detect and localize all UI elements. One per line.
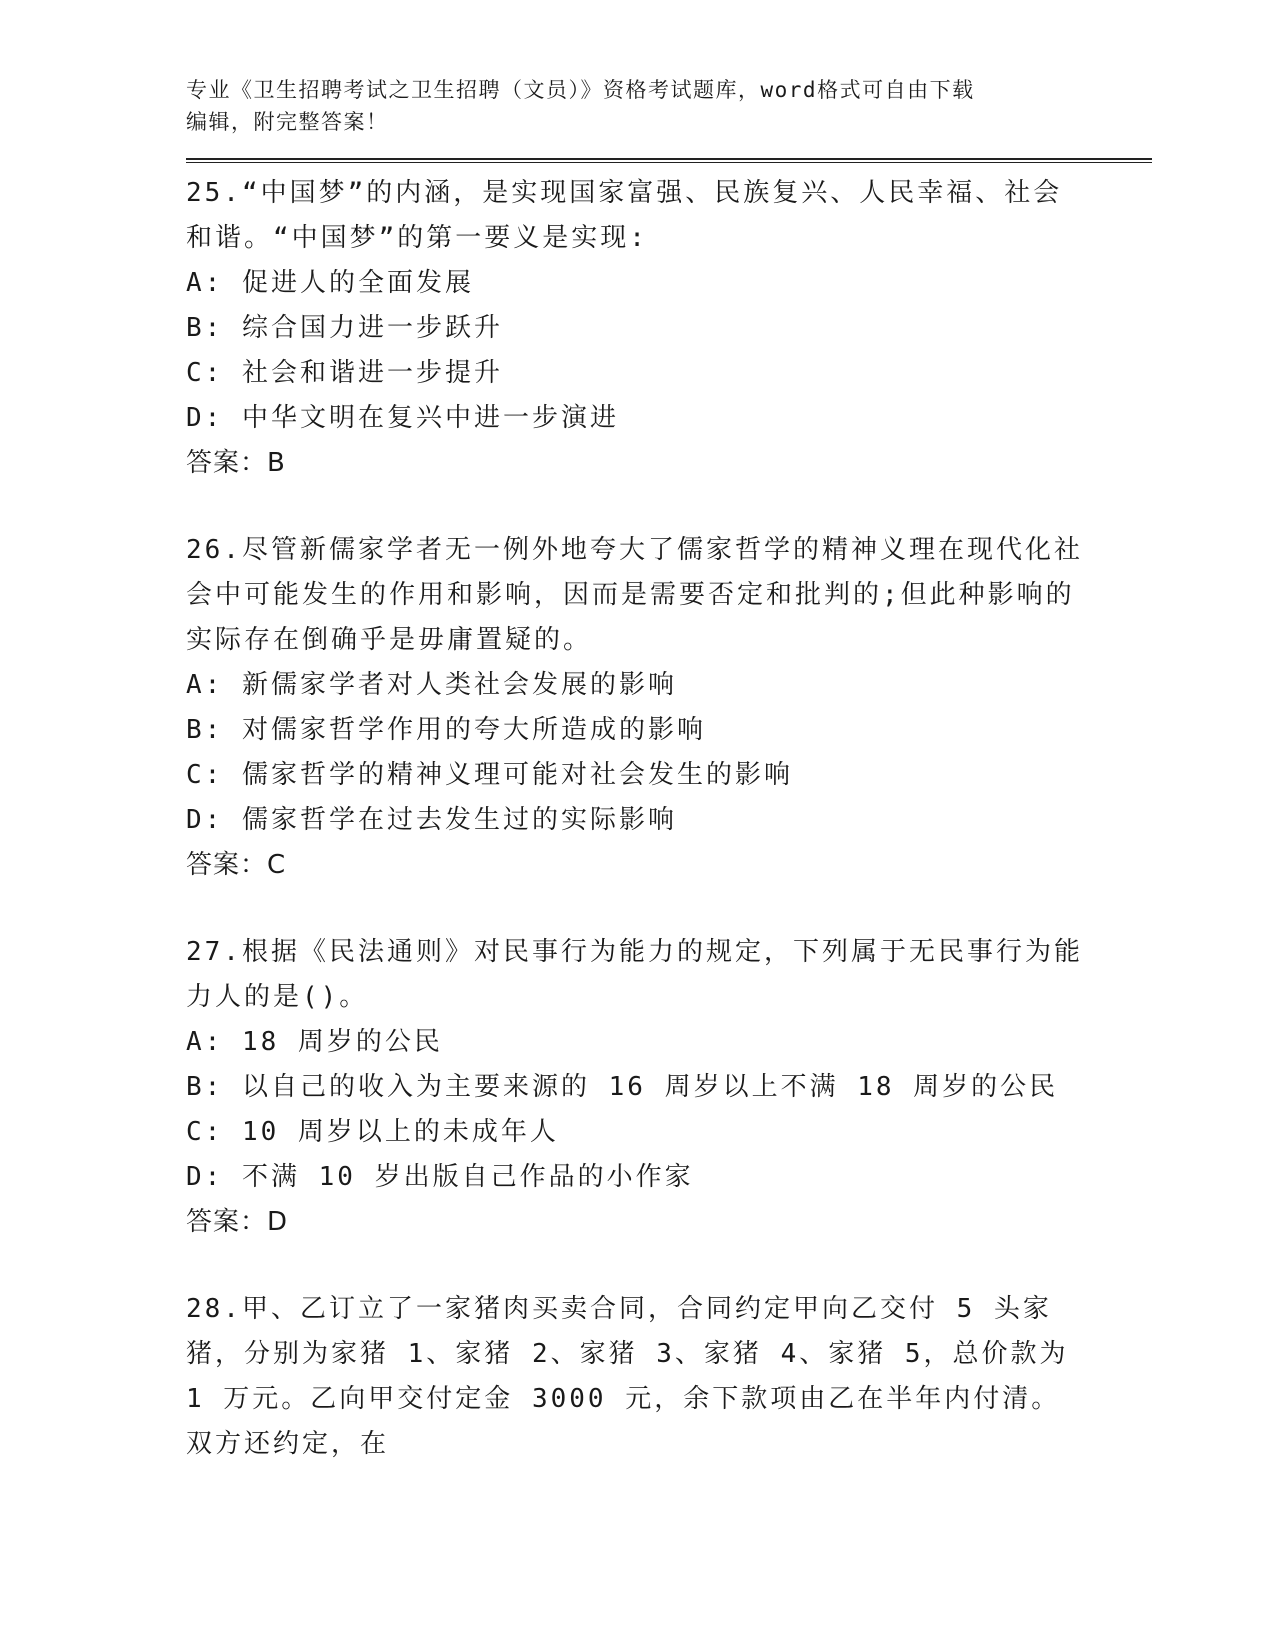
option-d: D: 不满 10 岁出版自己作品的小作家 — [186, 1162, 694, 1192]
option-b: B: 以自己的收入为主要来源的 16 周岁以上不满 18 周岁的公民 — [186, 1072, 1059, 1102]
document-header — [186, 74, 1066, 138]
answer: 答案：C — [186, 850, 287, 880]
question-stem: 27.根据《民法通则》对民事行为能力的规定，下列属于无民事行为能力人的是()。 — [186, 937, 1083, 1012]
document-page — [186, 74, 1152, 1467]
header-line-2: 编辑，附完整答案！ — [186, 110, 389, 134]
option-a: A: 新儒家学者对人类社会发展的影响 — [186, 670, 677, 700]
option-d: D: 儒家哲学在过去发生过的实际影响 — [186, 805, 677, 835]
option-d: D: 中华文明在复兴中进一步演进 — [186, 403, 619, 433]
option-c: C: 社会和谐进一步提升 — [186, 358, 503, 388]
answer: 答案：D — [186, 1207, 289, 1237]
question-25 — [186, 171, 1086, 486]
question-stem: 25.“中国梦”的内涵，是实现国家富强、民族复兴、人民幸福、社会和谐。“中国梦”的第一要义是实现: — [186, 178, 1063, 253]
question-list — [186, 171, 1086, 1467]
option-c: C: 10 周岁以上的未成年人 — [186, 1117, 559, 1147]
answer: 答案：B — [186, 448, 286, 478]
option-a: A: 18 周岁的公民 — [186, 1027, 443, 1057]
question-28 — [186, 1287, 1086, 1467]
option-b: B: 综合国力进一步跃升 — [186, 313, 503, 343]
option-c: C: 儒家哲学的精神义理可能对社会发生的影响 — [186, 760, 793, 790]
question-stem: 26.尽管新儒家学者无一例外地夸大了儒家哲学的精神义理在现代化社会中可能发生的作用和影响，因而是需要否定和批判的;但此种影响的实际存在倒确乎是毋庸置疑的。 — [186, 535, 1083, 655]
option-a: A: 促进人的全面发展 — [186, 268, 474, 298]
option-b: B: 对儒家哲学作用的夸大所造成的影响 — [186, 715, 706, 745]
question-27 — [186, 930, 1086, 1245]
header-divider — [186, 158, 1152, 163]
question-stem: 28.甲、乙订立了一家猪肉买卖合同，合同约定甲向乙交付 5 头家猪，分别为家猪 1、家猪 2、家猪 3、家猪 4、家猪 5，总价款为 1 万元。乙向甲交付定金 3000 元，余下款项由乙在半年内付清。双方还约定，在 — [186, 1294, 1069, 1459]
header-line-1: 专业《卫生招聘考试之卫生招聘（文员）》资格考试题库，word格式可自由下载 — [186, 78, 975, 102]
question-26 — [186, 528, 1086, 888]
